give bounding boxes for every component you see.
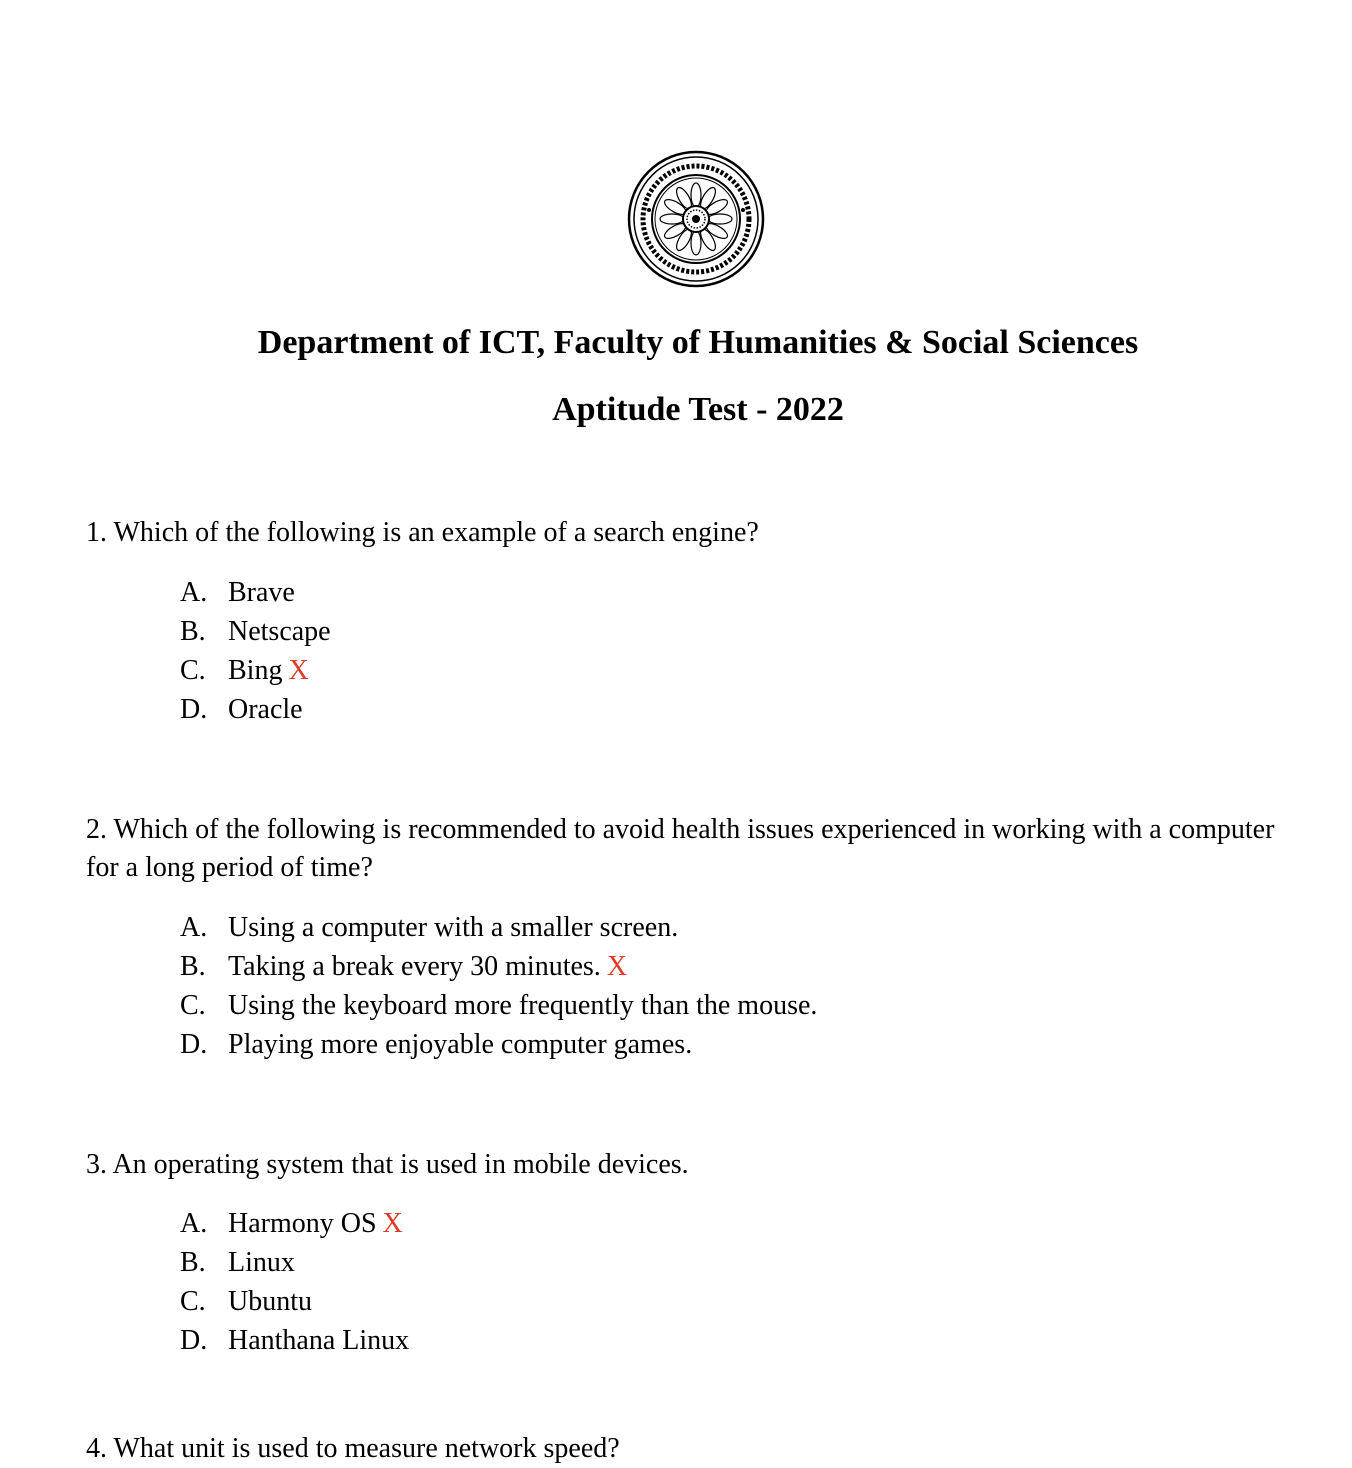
test-title: Aptitude Test - 2022 xyxy=(552,391,844,428)
question-2-text: 2. Which of the following is recommended to avoid health issues experienced in working with a computer for a long period of time? xyxy=(86,814,1275,883)
option-3d: D. Hanthana Linux xyxy=(180,1325,410,1356)
option-1d: D. Oracle xyxy=(180,694,303,725)
option-1b: B. Netscape xyxy=(180,616,331,647)
option-3c: C. Ubuntu xyxy=(180,1286,312,1317)
option-1c: C. Bing X xyxy=(180,655,309,686)
question-3-text: 3. An operating system that is used in mobile devices. xyxy=(86,1149,689,1180)
option-3a: A. Harmony OS X xyxy=(180,1208,403,1239)
question-3-options xyxy=(180,1205,409,1361)
answer-mark: X xyxy=(382,1208,403,1239)
question-1-options xyxy=(180,574,331,730)
option-2c: C. Using the keyboard more frequently than the mouse. xyxy=(180,990,818,1021)
answer-mark: X xyxy=(288,655,309,686)
option-2b: B. Taking a break every 30 minutes. X xyxy=(180,951,628,982)
question-4-text: 4. What unit is used to measure network speed? xyxy=(86,1433,620,1464)
department-heading: Department of ICT, Faculty of Humanities & Social Sciences xyxy=(257,324,1139,361)
question-2-options xyxy=(180,909,817,1065)
option-1a: A. Brave xyxy=(180,577,295,608)
option-2d: D. Playing more enjoyable computer games. xyxy=(180,1029,693,1060)
option-2a: A. Using a computer with a smaller screen. xyxy=(180,912,679,943)
option-3b: B. Linux xyxy=(180,1247,295,1278)
university-seal-logo xyxy=(627,150,765,288)
question-1-text: 1. Which of the following is an example of a search engine? xyxy=(86,517,759,548)
answer-mark: X xyxy=(606,951,628,982)
